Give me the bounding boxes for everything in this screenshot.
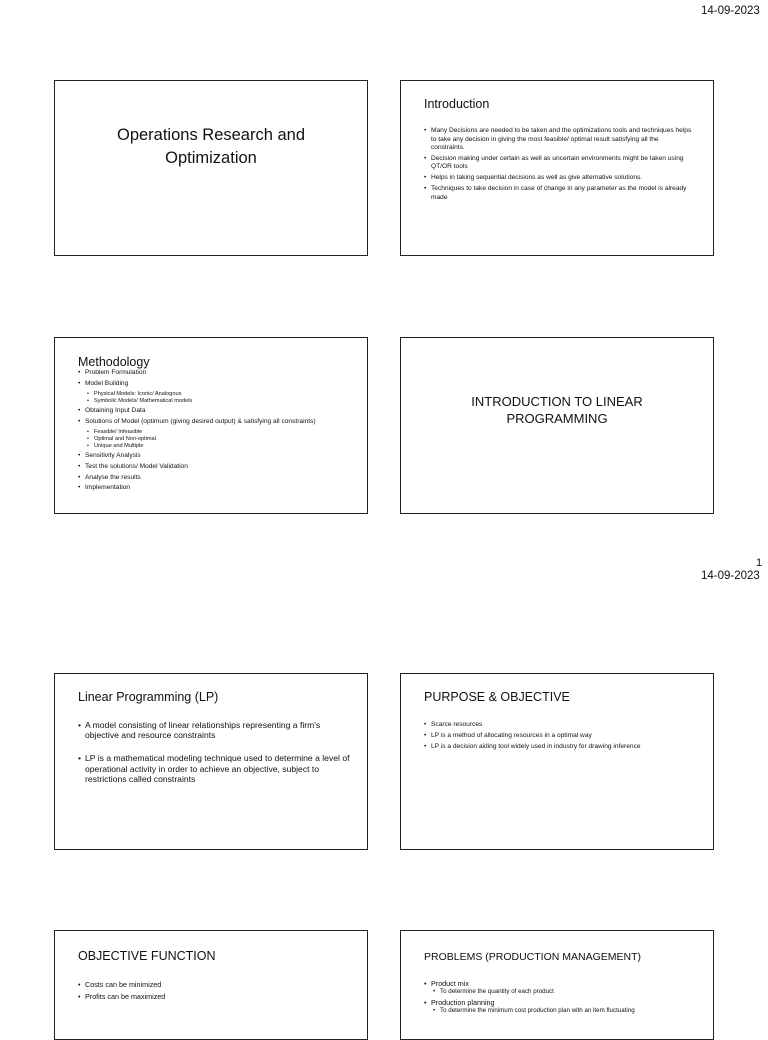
slide-title: INTRODUCTION TO LINEAR PROGRAMMING: [471, 394, 643, 426]
slide-intro-linear-programming: [400, 337, 714, 514]
list-item: • Profits can be maximized: [78, 992, 346, 1001]
list-subitem: • Physical Models: Iconic/ Analogous: [87, 391, 363, 398]
bullet-list: [424, 721, 692, 754]
slide-linear-programming: [54, 673, 368, 850]
list-subitem: • Optimal and Non-optimal: [87, 436, 363, 443]
list-subitem: • Symbolic Models/ Mathematical models: [87, 398, 363, 405]
slide-methodology: [54, 337, 368, 514]
page-date-top: 14-09-2023: [701, 5, 760, 17]
bullet-list: [424, 979, 692, 1017]
list-subitem: • Unique and Multiple: [87, 443, 363, 450]
list-item: • Techniques to take decision in case of change in any parameter as the model is already made: [424, 185, 692, 202]
list-item: • Obtaining Input Data: [78, 407, 363, 416]
list-item: • Solutions of Model (optimum (giving desired output) & satisfying all constraints): [78, 418, 363, 427]
bullet-list: [78, 369, 363, 495]
page-number: 1: [756, 557, 763, 569]
list-item: • LP is a mathematical modeling technique used to determine a level of operational activity in order to achieve an objective, subject to restrictions called constraints: [78, 753, 350, 784]
list-item: • Many Decisions are needed to be taken and the optimizations tools and techniques helps to take any decision in giving the most feasible/ optimal result satisfying all the constraints.: [424, 127, 692, 153]
list-item: • Costs can be minimized: [78, 980, 346, 989]
slide-title: PROBLEMS (PRODUCTION MANAGEMENT): [424, 951, 642, 963]
slide-title: Methodology: [78, 355, 150, 369]
slide-title: Introduction: [424, 97, 490, 111]
list-subitem: • To determine the minimum cost production plan with an item fluctuating: [433, 1007, 692, 1014]
slide-title: OBJECTIVE FUNCTION: [78, 949, 216, 963]
list-item: • Helps in taking sequential decisions as well as give alternative solutions.: [424, 174, 692, 183]
list-item: • Analyse the results: [78, 474, 363, 483]
list-subitem: • To determine the quantity of each product: [433, 988, 692, 995]
list-item: • Scarce resources: [424, 721, 692, 730]
list-item: • Sensitivity Analysis: [78, 452, 363, 461]
slide-title: Linear Programming (LP): [78, 690, 219, 704]
bullet-list: [424, 127, 692, 205]
list-item: • Product mix: [424, 979, 692, 988]
slide-purpose-objective: [400, 673, 714, 850]
list-item: • Test the solutions/ Model Validation: [78, 463, 363, 472]
list-item: • Problem Formulation: [78, 369, 363, 378]
slide-operations-research: [54, 80, 368, 256]
list-item: • Model Building: [78, 380, 363, 389]
list-item: • Decision making under certain as well as uncertain environments might be taken using QT/OR tools: [424, 155, 692, 172]
list-item: • LP is a decision aiding tool widely used in industry for drawing inference: [424, 743, 692, 752]
list-item: • Implementation: [78, 484, 363, 493]
list-subitem: • Feasible/ Infeasible: [87, 429, 363, 436]
page-date-middle: 14-09-2023: [701, 570, 760, 582]
slide-introduction: [400, 80, 714, 256]
slide-title: Operations Research and Optimization: [116, 126, 306, 167]
bullet-list: [78, 720, 350, 797]
list-item: • LP is a method of allocating resources in a optimal way: [424, 732, 692, 741]
list-item: • Production planning: [424, 998, 692, 1007]
slide-title: PURPOSE & OBJECTIVE: [424, 690, 570, 704]
bullet-list: [78, 980, 346, 1004]
list-item: • A model consisting of linear relationships representing a firm's objective and resource constraints: [78, 720, 350, 740]
